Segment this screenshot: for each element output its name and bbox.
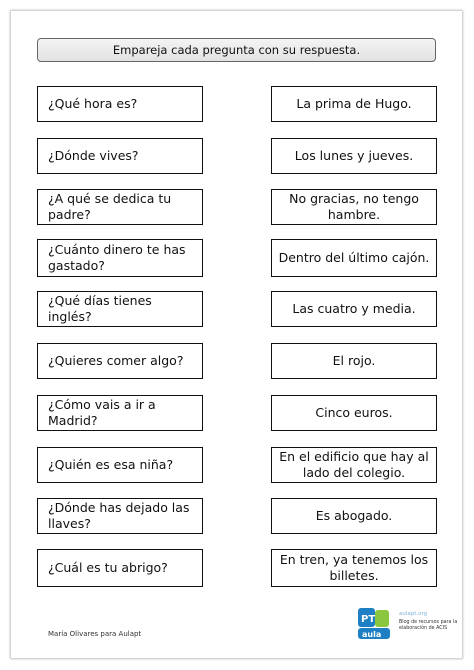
instruction-banner (37, 38, 436, 62)
answer-text: El rojo. (332, 353, 376, 369)
instruction-text: Empareja cada pregunta con su respuesta. (112, 43, 361, 57)
logo-tagline: Blog de recursos para la elaboración de ACIS (399, 620, 458, 631)
question-card[interactable] (37, 395, 203, 431)
answer-text: Cinco euros. (315, 405, 393, 421)
question-text: ¿Cuál es tu abrigo? (48, 560, 168, 576)
question-text: ¿Cuánto dinero te has gastado? (48, 242, 186, 273)
answer-card[interactable] (271, 291, 437, 327)
ptaula-logo (356, 606, 396, 644)
question-card[interactable] (37, 549, 203, 587)
answer-text: Las cuatro y media. (292, 301, 416, 317)
answer-text: Dentro del último cajón. (278, 250, 430, 266)
question-card[interactable] (37, 189, 203, 225)
question-text: ¿Qué días tienes inglés? (48, 293, 152, 324)
question-card[interactable] (37, 498, 203, 534)
question-text: ¿Cómo vais a ir a Madrid? (48, 397, 156, 428)
svg-text:PT: PT (361, 614, 376, 625)
answer-card[interactable] (271, 549, 437, 587)
question-text: ¿Quién es esa niña? (48, 457, 174, 473)
question-card[interactable] (37, 138, 203, 174)
question-text: ¿Dónde has dejado las llaves? (48, 500, 190, 531)
answer-card[interactable] (271, 447, 437, 483)
question-card[interactable] (37, 447, 203, 483)
question-text: ¿Dónde vives? (48, 148, 139, 164)
answer-card[interactable] (271, 395, 437, 431)
answer-text: En tren, ya tenemos los billetes. (279, 552, 429, 583)
author-credit: María Olivares para Aulapt (48, 630, 142, 638)
logo-green-block (375, 610, 389, 627)
question-text: ¿A qué se dedica tu padre? (48, 191, 172, 222)
answer-card[interactable] (271, 86, 437, 122)
answer-text: En el edificio que hay al lado del colegio. (279, 449, 429, 480)
question-text: ¿Qué hora es? (48, 96, 138, 112)
question-text: ¿Quieres comer algo? (48, 353, 184, 369)
answer-text: No gracias, no tengo hambre. (289, 191, 419, 222)
svg-text:aula: aula (362, 630, 382, 639)
answer-text: Es abogado. (315, 508, 393, 524)
answer-card[interactable] (271, 343, 437, 379)
answer-text: Los lunes y jueves. (294, 148, 414, 164)
question-card[interactable] (37, 343, 203, 379)
answer-card[interactable] (271, 239, 437, 277)
answer-text: La prima de Hugo. (296, 96, 412, 112)
logo-url: aulapt.org (399, 611, 428, 617)
answer-card[interactable] (271, 189, 437, 225)
answer-card[interactable] (271, 138, 437, 174)
question-card[interactable] (37, 86, 203, 122)
answer-card[interactable] (271, 498, 437, 534)
question-card[interactable] (37, 239, 203, 277)
question-card[interactable] (37, 291, 203, 327)
